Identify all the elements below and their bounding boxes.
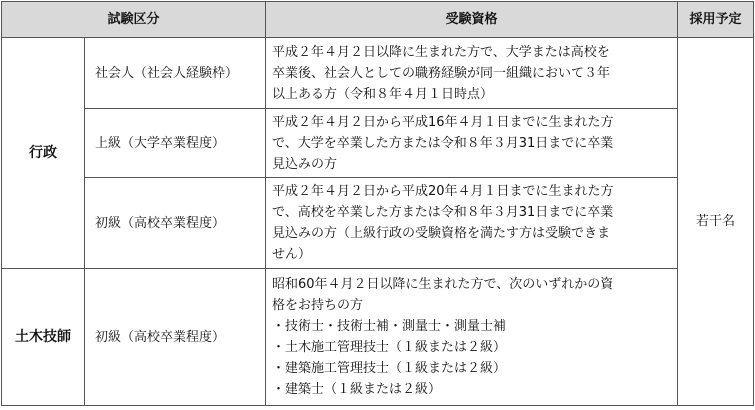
table-row xyxy=(2,269,754,406)
requirement-line: ・土木施工管理技士（１級または２級） xyxy=(272,340,507,355)
requirement-line: ・建築士（１級または２級） xyxy=(272,382,442,397)
requirement-line: 格をお持ちの方 xyxy=(272,298,364,313)
requirement-line: 平成２年４月２日から平成16年４月１日までに生まれた方 xyxy=(272,114,614,130)
subcategory-cell: 初級（高校卒業程度） xyxy=(85,178,266,269)
requirements-cell xyxy=(266,178,678,269)
exam-eligibility-table xyxy=(1,1,754,406)
requirements-cell xyxy=(266,38,678,109)
subcategory-cell: 上級（大学卒業程度） xyxy=(85,109,266,178)
exam-table-container xyxy=(1,1,754,406)
requirement-line: ・技術士・技術士補・測量士・測量士補 xyxy=(272,319,507,334)
requirement-line: 平成２年４月２日から平成20年４月１日までに生まれた方 xyxy=(272,184,614,199)
category-doboku: 土木技師 xyxy=(2,269,85,406)
requirement-line: 平成２年４月２日以降に生まれた方で、大学または高校を xyxy=(272,44,610,60)
requirements-cell xyxy=(266,109,678,178)
requirement-line: 卒業後、社会人としての職務経験が同一組織において３年 xyxy=(272,65,611,81)
header-category: 試験区分 xyxy=(2,2,266,38)
header-planned: 採用予定 xyxy=(678,2,754,38)
subcategory-cell: 社会人（社会人経験枠） xyxy=(85,38,266,109)
category-gyosei: 行政 xyxy=(2,38,85,269)
table-row xyxy=(2,109,754,178)
requirement-line: 見込みの方 xyxy=(272,156,338,172)
table-row xyxy=(2,38,754,109)
requirement-line: で、高校を卒業した方または令和８年３月31日までに卒業 xyxy=(272,205,614,220)
requirement-line: 見込みの方（上級行政の受験資格を満たす方は受験できま xyxy=(272,226,611,241)
header-row xyxy=(2,2,754,38)
header-requirements: 受験資格 xyxy=(266,2,678,38)
requirement-line: 以上ある方（令和８年４月１日時点） xyxy=(272,86,494,102)
requirement-line: 昭和60年４月２日以降に生まれた方で、次のいずれかの資 xyxy=(272,277,614,292)
table-row xyxy=(2,178,754,269)
requirement-line: で、大学を卒業した方または令和８年３月31日までに卒業 xyxy=(272,135,614,151)
requirement-line: ・建築施工管理技士（１級または２級） xyxy=(272,361,507,376)
planned-hires-cell: 若干名 xyxy=(678,38,754,406)
requirement-line: せん） xyxy=(272,247,312,262)
subcategory-cell: 初級（高校卒業程度） xyxy=(85,269,266,406)
requirements-cell xyxy=(266,269,678,406)
